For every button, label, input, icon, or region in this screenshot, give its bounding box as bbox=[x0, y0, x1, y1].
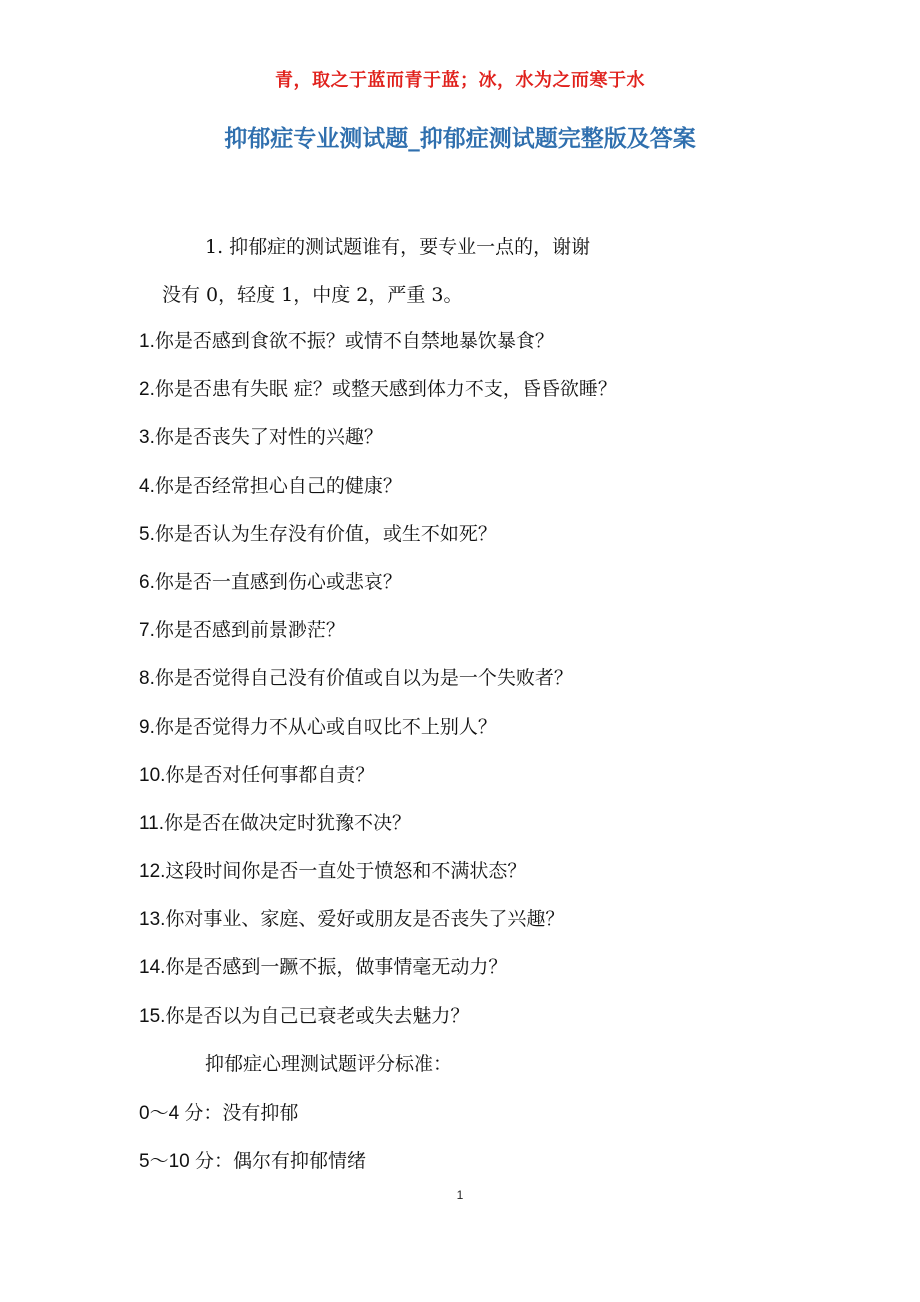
question-item bbox=[139, 665, 617, 713]
question-item bbox=[139, 1003, 617, 1051]
question-text: 你是否一直感到伤心或悲哀？ bbox=[154, 570, 402, 593]
question-text: 你是否认为生存没有价值，或生不如死？ bbox=[154, 522, 497, 545]
scoring-heading: 抑郁症心理测试题评分标准： bbox=[205, 1053, 453, 1075]
score-range-item bbox=[139, 1148, 366, 1175]
question-number: 9. bbox=[139, 716, 155, 738]
question-number: 6. bbox=[139, 571, 155, 593]
question-text: 你对事业、家庭、爱好或朋友是否丧失了兴趣？ bbox=[165, 908, 565, 931]
question-number: 7. bbox=[139, 620, 155, 642]
question-number: 13. bbox=[139, 909, 166, 931]
question-number: 15. bbox=[139, 1005, 166, 1027]
page-number: 1 bbox=[456, 1188, 464, 1202]
document-title: 抑郁症专业测试题_抑郁症测试题完整版及答案 bbox=[224, 126, 696, 152]
question-text: 你是否感到食欲不振？或情不自禁地暴饮暴食？ bbox=[154, 330, 554, 352]
question-list bbox=[139, 328, 617, 1051]
question-text: 你是否以为自己已衰老或失去魅力？ bbox=[165, 1004, 470, 1027]
question-text: 这段时间你是否一直处于愤怒和不满状态？ bbox=[165, 860, 527, 883]
score-range-item bbox=[139, 1100, 298, 1127]
question-text: 你是否丧失了对性的兴趣？ bbox=[154, 426, 383, 449]
question-item bbox=[139, 328, 617, 376]
question-item bbox=[139, 954, 617, 1002]
question-text: 你是否觉得力不从心或自叹比不上别人？ bbox=[154, 715, 497, 738]
question-item bbox=[139, 906, 617, 954]
question-number: 12. bbox=[139, 861, 166, 883]
question-item bbox=[139, 473, 617, 521]
question-text: 你是否对任何事都自责？ bbox=[165, 763, 375, 786]
question-text: 你是否感到前景渺茫？ bbox=[154, 619, 345, 642]
score-label: 偶尔有抑郁情绪 bbox=[232, 1150, 366, 1172]
question-number: 5. bbox=[139, 523, 155, 545]
score-range: 0～4 分： bbox=[139, 1103, 223, 1124]
question-text: 你是否感到一蹶不振，做事情毫无动力？ bbox=[165, 956, 508, 979]
question-item bbox=[139, 521, 617, 569]
question-text: 你是否患有失眠 症？或整天感到体力不支，昏昏欲睡？ bbox=[154, 378, 617, 401]
question-number: 2. bbox=[139, 379, 155, 401]
question-number: 1. bbox=[139, 331, 155, 352]
question-number: 8. bbox=[139, 668, 155, 690]
question-item bbox=[139, 617, 617, 665]
header-motto: 青，取之于蓝而青于蓝；冰，水为之而寒于水 bbox=[275, 70, 645, 91]
question-number: 10. bbox=[139, 764, 166, 786]
question-text: 你是否在做决定时犹豫不决？ bbox=[164, 811, 412, 834]
question-item bbox=[139, 424, 617, 472]
question-item bbox=[139, 714, 617, 762]
question-item bbox=[139, 376, 617, 424]
question-item bbox=[139, 810, 617, 858]
question-item bbox=[139, 858, 617, 906]
question-number: 14. bbox=[139, 957, 166, 979]
score-label: 没有抑郁 bbox=[222, 1102, 299, 1124]
question-text: 你是否觉得自己没有价值或自以为是一个失败者？ bbox=[154, 667, 573, 690]
scale-line: 没有 0，轻度 1，中度 2，严重 3。 bbox=[162, 284, 463, 306]
question-item bbox=[139, 569, 617, 617]
question-item bbox=[139, 762, 617, 810]
question-number: 4. bbox=[139, 475, 155, 497]
question-number: 11. bbox=[139, 812, 165, 834]
question-text: 你是否经常担心自己的健康？ bbox=[154, 474, 402, 497]
question-number: 3. bbox=[139, 427, 155, 449]
intro-question: 1. 抑郁症的测试题谁有，要专业一点的，谢谢 bbox=[205, 236, 591, 258]
score-range: 5～10 分： bbox=[139, 1151, 233, 1172]
